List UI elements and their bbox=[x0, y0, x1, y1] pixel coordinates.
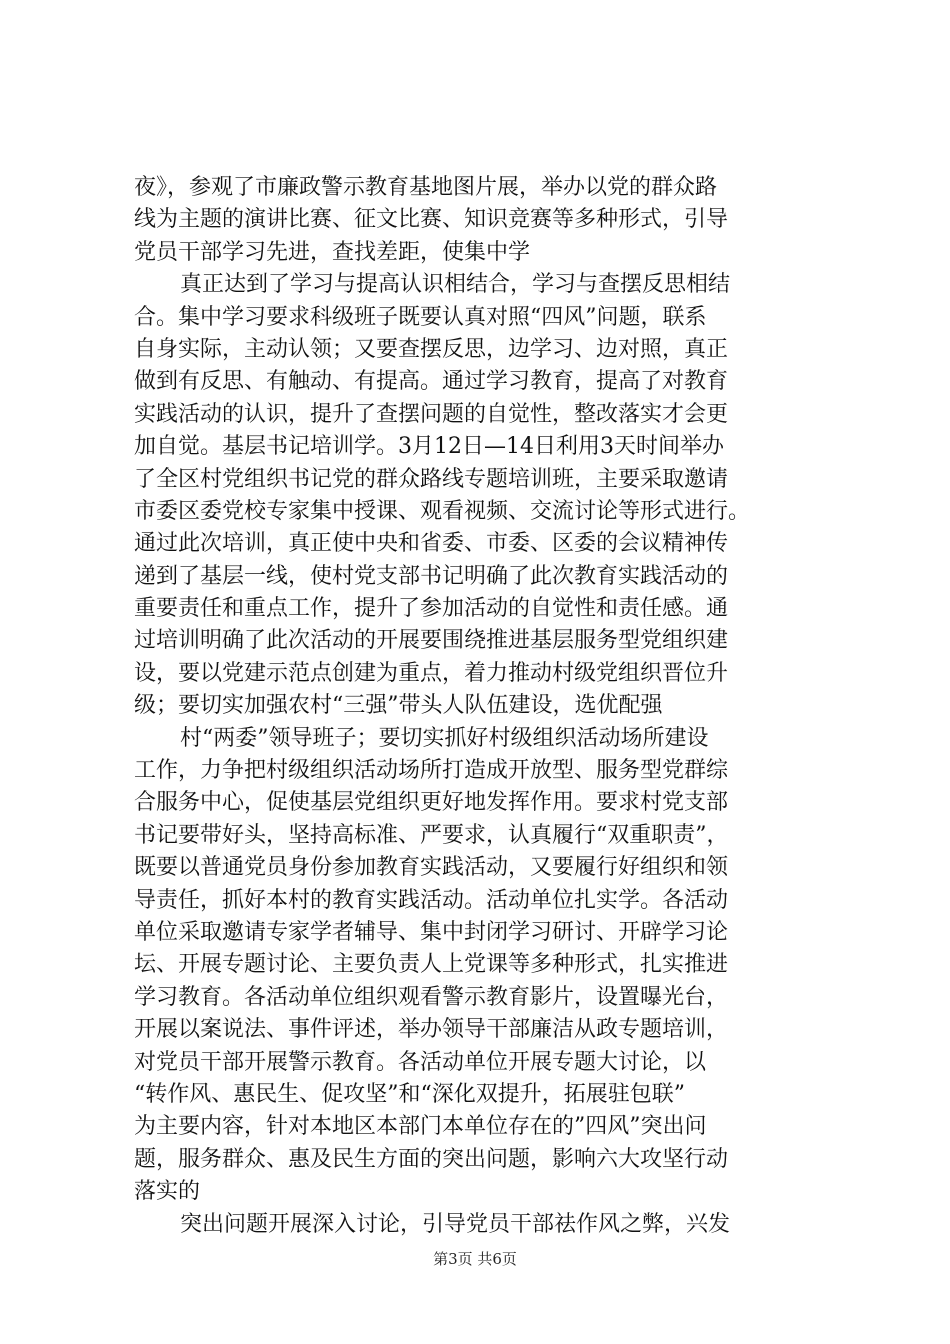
text-line: 真正达到了学习与提高认识相结合，学习与查摆反思相结 bbox=[180, 272, 731, 298]
text-line: 书记要带好头，坚持高标准、严要求，认真履行“双重职责”， bbox=[134, 822, 729, 848]
text-line: 实践活动的认识，提升了查摆问题的自觉性，整改落实才会更 bbox=[134, 401, 729, 427]
text-line: 坛、开展专题讨论、主要负责人上党课等多种形式，扎实推进 bbox=[134, 952, 729, 978]
text-line: 导责任，抓好本村的教育实践活动。活动单位扎实学。各活动 bbox=[134, 887, 729, 913]
text-line: 过培训明确了此次活动的开展要围绕推进基层服务型党组织建 bbox=[134, 628, 729, 654]
text-line: 突出问题开展深入讨论，引导党员干部祛作风之弊，兴发 bbox=[180, 1211, 731, 1237]
text-line: 学习教育。各活动单位组织观看警示教育影片，设置曝光台， bbox=[134, 984, 729, 1010]
text-line: 既要以普通党员身份参加教育实践活动，又要履行好组织和领 bbox=[134, 855, 729, 881]
text-line: 题，服务群众、惠及民生方面的突出问题，影响六大攻坚行动 bbox=[134, 1146, 729, 1172]
text-line: 重要责任和重点工作，提升了参加活动的自觉性和责任感。通 bbox=[134, 596, 729, 622]
text-line: 自身实际，主动认领；又要查摆反思，边学习、边对照，真正 bbox=[134, 336, 729, 362]
text-line: 了全区村党组织书记党的群众路线专题培训班，主要采取邀请 bbox=[134, 466, 729, 492]
text-line: 设，要以党建示范点创建为重点，着力推动村级党组织晋位升 bbox=[134, 660, 729, 686]
text-line: 夜》，参观了市廉政警示教育基地图片展，举办以党的群众路 bbox=[134, 175, 718, 200]
text-line: 开展以案说法、事件评述，举办领导干部廉洁从政专题培训， bbox=[134, 1017, 729, 1043]
text-line: 市委区委党校专家集中授课、观看视频、交流讨论等形式进行。 bbox=[134, 498, 751, 524]
text-line: 加自觉。基层书记培训学。3月12日—14日利用3天时间举办 bbox=[134, 434, 724, 460]
text-line: 单位采取邀请专家学者辅导、集中封闭学习研讨、开辟学习论 bbox=[134, 919, 729, 945]
text-line: 工作，力争把村级组织活动场所打造成开放型、服务型党群综 bbox=[134, 758, 729, 784]
body-text bbox=[134, 172, 838, 1241]
text-line: “转作风、惠民生、促攻坚”和“深化双提升，拓展驻包联” bbox=[134, 1081, 685, 1107]
text-line: 党员干部学习先进，查找差距，使集中学 bbox=[134, 239, 531, 265]
text-line: 递到了基层一线，使村党支部书记明确了此次教育实践活动的 bbox=[134, 563, 729, 589]
text-line: 通过此次培训，真正使中央和省委、市委、区委的会议精神传 bbox=[134, 531, 729, 557]
text-line: 村“两委”领导班子；要切实抓好村级组织活动场所建设 bbox=[180, 725, 709, 751]
text-line: 线为主题的演讲比赛、征文比赛、知识竞赛等多种形式，引导 bbox=[134, 207, 729, 233]
text-line: 对党员干部开展警示教育。各活动单位开展专题大讨论，以 bbox=[134, 1049, 707, 1075]
text-line: 落实的 bbox=[134, 1179, 201, 1205]
text-line: 做到有反思、有触动、有提高。通过学习教育，提高了对教育 bbox=[134, 369, 729, 395]
text-line: 合。集中学习要求科级班子既要认真对照“四风”问题，联系 bbox=[134, 304, 707, 330]
page-indicator: 第3页 共6页 bbox=[433, 1250, 517, 1268]
text-line: 为主要内容，针对本地区本部门本单位存在的”四风”突出问 bbox=[134, 1114, 707, 1140]
text-line: 级；要切实加强农村“三强”带头人队伍建设，选优配强 bbox=[134, 693, 663, 719]
page-footer bbox=[0, 1248, 950, 1269]
text-line: 合服务中心，促使基层党组织更好地发挥作用。要求村党支部 bbox=[134, 790, 729, 816]
